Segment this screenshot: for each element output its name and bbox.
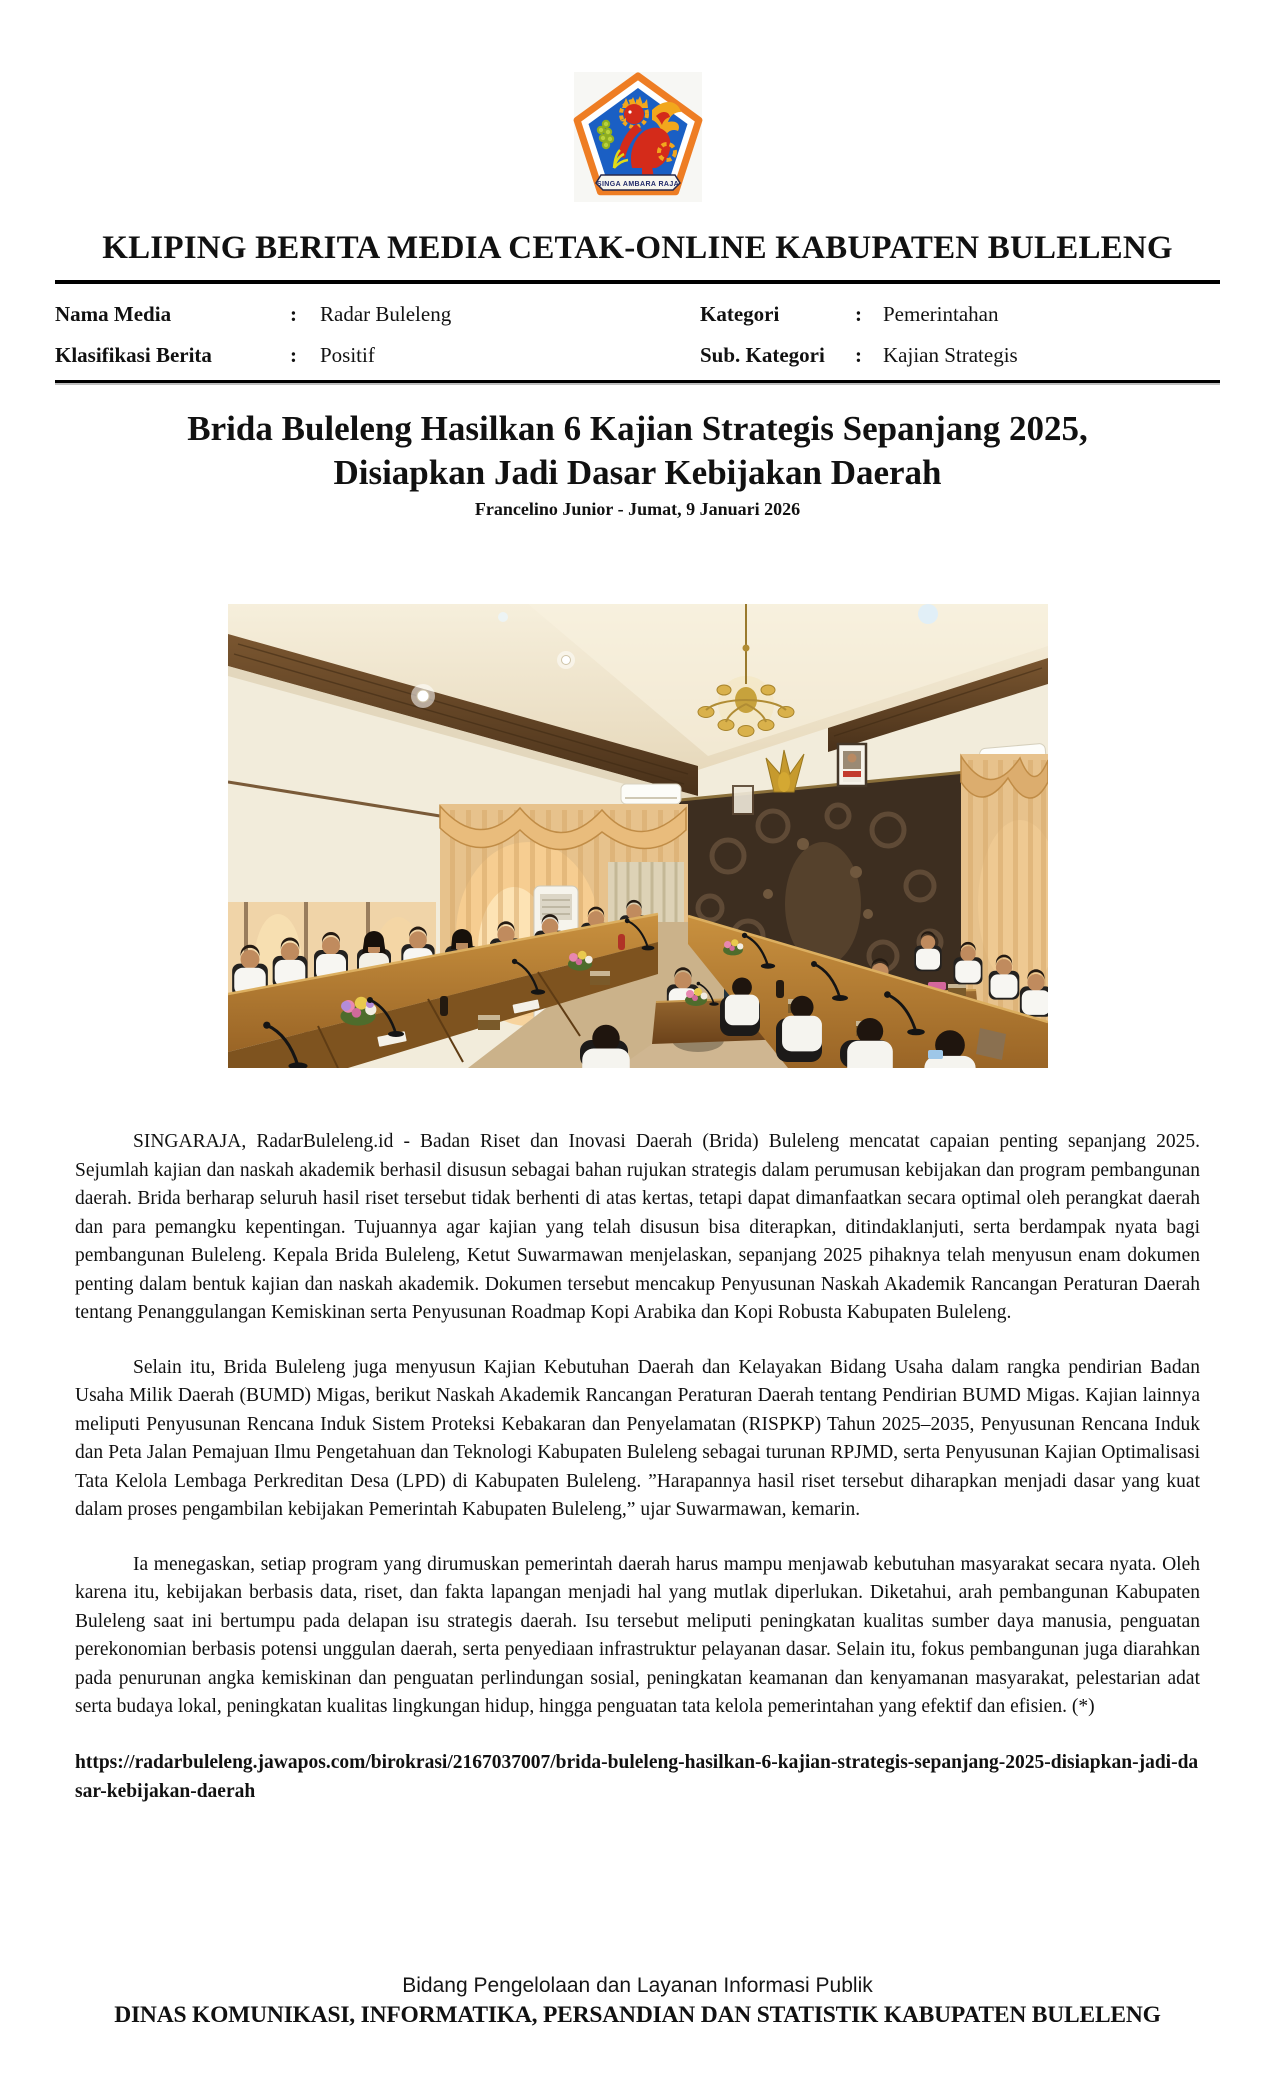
crest-logo-graphic <box>568 72 708 204</box>
article-title-line2: Disiapkan Jadi Dasar Kebijakan Daerah <box>333 453 942 492</box>
small-frame <box>733 786 753 814</box>
source-url-link[interactable]: https://radarbuleleng.jawapos.com/birokrasi/2167037007/brida-buleleng-hasilkan-6-kajian-strategis-sepanjang-2025-disiapkan-jadi-dasar-kebijakan-daerah <box>75 1751 1199 1802</box>
meta-label-klasifikasi: Klasifikasi Berita <box>55 343 212 367</box>
metadata-table <box>55 292 1220 368</box>
paragraph-2: Selain itu, Brida Buleleng juga menyusun Kajian Kebutuhan Daerah dan Kelayakan Bidang Usaha dalam rangka pendirian Badan Usaha Milik Daerah (BUMD) Migas, berikut Naskah Akademik Rancangan Peraturan Daerah tentang Pendirian BUMD Migas. Kajian lainnya meliputi Penyusunan Rencana Induk Sistem Proteksi Kebakaran dan Penyelamatan (RISPKP) Tahun 2025–2035, Penyusunan Rencana Induk dan Peta Jalan Pemajuan Ilmu Pengetahuan dan Teknologi Kabupaten Buleleng sebagai turunan RPJMD, serta Penyusunan Kajian Optimalisasi Tata Kelola Lembaga Perkreditan Desa (LPD) di Kabupaten Buleleng. ”Harapannya hasil riset tersebut diharapkan menjadi dasar yang kuat dalam proses pengambilan kebijakan Pemerintah Kabupaten Buleleng,” ujar Suwarmawan, kemarin. <box>75 1356 1200 1520</box>
paragraph-1: SINGARAJA, RadarBuleleng.id - Badan Riset dan Inovasi Daerah (Brida) Buleleng mencatat capaian penting sepanjang 2025. Sejumlah kajian dan naskah akademik berhasil disusun sebagai bahan rujukan strategis dalam perumusan kebijakan dan program pembangunan daerah. Brida berharap seluruh hasil riset tersebut tidak berhenti di atas kertas, tetapi dapat dimanfaatkan secara optimal oleh perangkat daerah dan para pemangku kepentingan. Tujuannya agar kajian yang telah disusun bisa diterapkan, ditindaklanjuti, serta berdampak nyata bagi pembangunan Buleleng. Kepala Brida Buleleng, Ketut Suwarmawan menjelaskan, sepanjang 2025 pihaknya telah menyusun enam dokumen penting dalam bentuk kajian dan naskah akademik. Dokumen tersebut mencakup Penyusunan Naskah Akademik Rancangan Peraturan Daerah tentang Penanggulangan Kemiskinan serta Penyusunan Roadmap Kopi Arabika dan Kopi Robusta Kabupaten Buleleng. <box>75 1131 1200 1323</box>
document-title: KLIPING BERITA MEDIA CETAK-ONLINE KABUPATEN BULELENG <box>102 230 1173 266</box>
document-footer <box>0 1974 1275 2029</box>
paragraph-3: Ia menegaskan, setiap program yang dirumuskan pemerintah daerah harus mampu menjawab kebutuhan masyarakat secara nyata. Oleh karena itu, kebijakan berbasis data, riset, dan fakta lapangan menjadi hal yang mutlak diperlukan. Diketahui, arah pembangunan Kabupaten Buleleng saat ini bertumpu pada delapan isu strategis daerah. Isu tersebut meliputi peningkatan kualitas sumber daya manusia, penguatan perekonomian berbasis potensi unggulan daerah, serta penyediaan infrastruktur pelayanan dasar. Selain itu, fokus pembangunan juga diarahkan pada penurunan angka kemiskinan dan penguatan perlindungan sosial, peningkatan keamanan dan kenyamanan masyarakat, pelestarian adat serta budaya lokal, peningkatan kualitas lingkungan hidup, hingga penguatan tata kelola pemerintahan yang efektif dan efisien. (*) <box>75 1553 1200 1717</box>
crest-banner-text: SINGA AMBARA RAJA <box>596 181 679 188</box>
article-byline: Francelino Junior - Jumat, 9 Januari 2026 <box>474 499 801 519</box>
meta-colon: : <box>855 343 862 367</box>
news-photo-meeting-room <box>228 604 1048 1068</box>
meta-label-nama-media: Nama Media <box>55 302 172 326</box>
meta-value-nama-media: Radar Buleleng <box>320 302 452 326</box>
meta-value-kategori: Pemerintahan <box>883 302 999 326</box>
article-title <box>60 407 1215 495</box>
divider-meta-bottom <box>55 380 1220 383</box>
meta-label-kategori: Kategori <box>700 302 780 326</box>
footer-agency: DINAS KOMUNIKASI, INFORMATIKA, PERSANDIAN DAN STATISTIK KABUPATEN BULELENG <box>114 2002 1161 2028</box>
ac-unit-left <box>621 784 681 804</box>
meta-colon: : <box>855 302 862 326</box>
meta-label-sub-kategori: Sub. Kategori <box>700 343 825 367</box>
divider-top <box>55 280 1220 284</box>
buleleng-crest-logo <box>568 72 708 204</box>
portrait-frame <box>838 744 866 786</box>
article-title-line1: Brida Buleleng Hasilkan 6 Kajian Strategis Sepanjang 2025, <box>187 409 1088 448</box>
meta-value-klasifikasi: Positif <box>320 343 375 367</box>
meta-colon: : <box>290 343 297 367</box>
article-body <box>75 1128 1200 1806</box>
meta-colon: : <box>290 302 297 326</box>
meta-value-sub-kategori: Kajian Strategis <box>883 343 1018 367</box>
footer-division: Bidang Pengelolaan dan Layanan Informasi Publik <box>402 1974 873 1997</box>
